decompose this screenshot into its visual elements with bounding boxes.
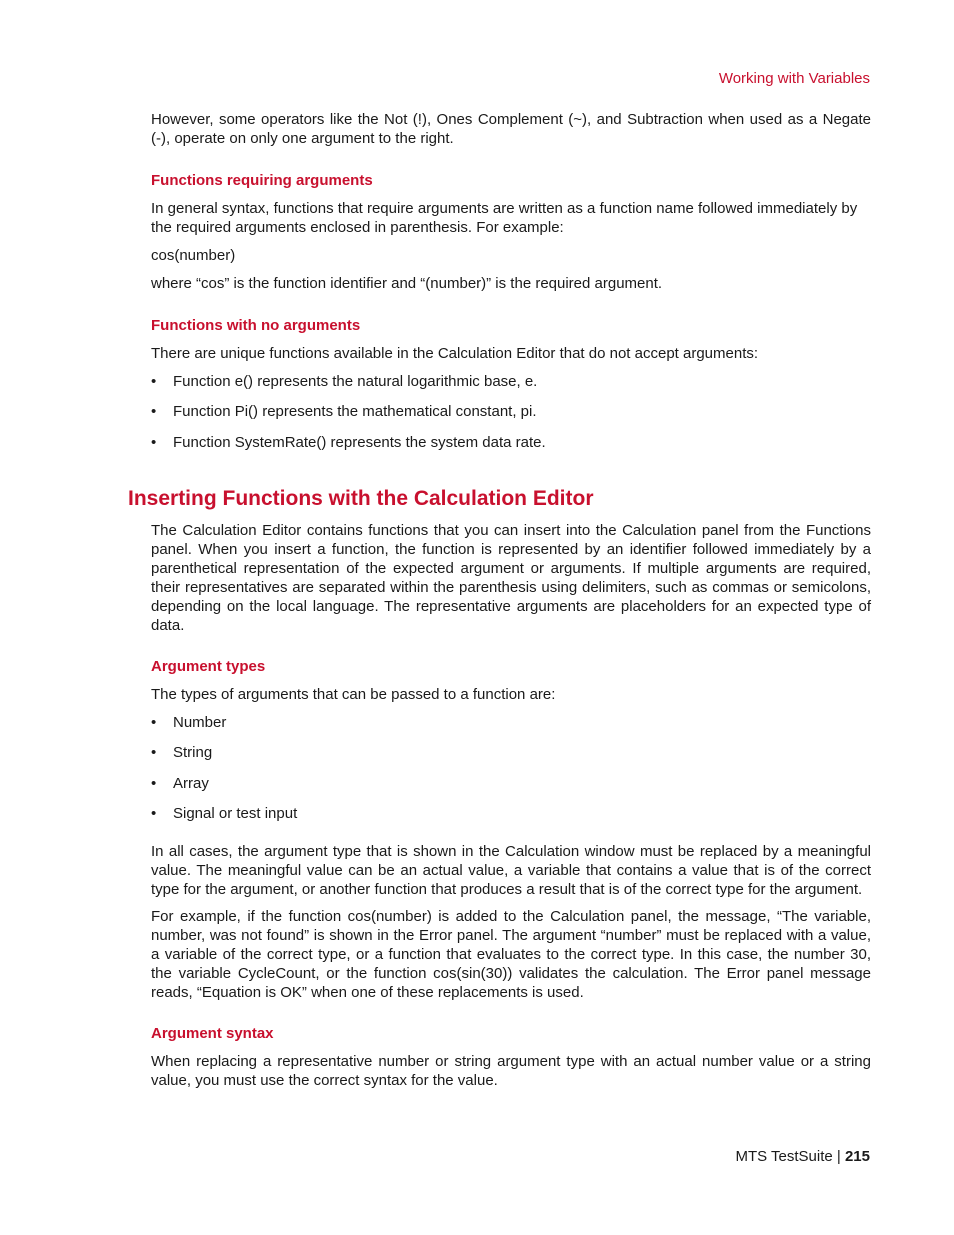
bullet-icon: • xyxy=(151,744,157,761)
list-item-text: Signal or test input xyxy=(173,805,298,822)
heading-functions-requiring-arguments: Functions requiring arguments xyxy=(151,172,373,189)
argument-replacement-paragraph: In all cases, the argument type that is shown in the Calculation window must be replaced by a meaningful value. The meaningful value can be an actual value, a variable that contains a value that is of the correct type for the argument, or another function that produces a result that is of the correct type for the argument. xyxy=(151,843,871,898)
list-item xyxy=(151,713,871,732)
list-item xyxy=(151,743,871,762)
heading-argument-types: Argument types xyxy=(151,658,266,675)
functions-requiring-paragraph: In general syntax, functions that require arguments are written as a function name followed immediately by the required arguments enclosed in parenthesis. For example: xyxy=(151,200,858,236)
running-header: Working with Variables xyxy=(718,70,870,87)
list-item xyxy=(151,774,871,793)
bullet-icon: • xyxy=(151,434,157,451)
bullet-icon: • xyxy=(151,373,157,390)
page-number: 215 xyxy=(844,1148,870,1165)
list-item-text: Function e() represents the natural logarithmic base, e. xyxy=(173,373,538,390)
list-item xyxy=(151,433,871,452)
list-item xyxy=(151,804,871,823)
argument-example-paragraph: For example, if the function cos(number) is added to the Calculation panel, the message, “The variable, number, was not found” is shown in the Error panel. The argument “number” must be replaced with a value, a variable of the correct type, or a function that evaluates to the correct type. In this case, the number 30, the variable CycleCount, or the function cos(sin(30)) validates the calculation. The Error panel message reads, “Equation is OK” when one of these replacements is used. xyxy=(151,908,871,1001)
list-item-text: Function SystemRate() represents the system data rate. xyxy=(173,434,546,451)
argument-syntax-paragraph: When replacing a representative number or string argument type with an actual number value or a string value, you must use the correct syntax for the value. xyxy=(151,1053,871,1089)
bullet-icon: • xyxy=(151,403,157,420)
section-heading-inserting-functions: Inserting Functions with the Calculation Editor xyxy=(128,487,594,510)
page-footer xyxy=(735,1148,870,1165)
footer-product: MTS TestSuite xyxy=(735,1148,833,1165)
bullet-icon: • xyxy=(151,805,157,822)
heading-argument-syntax: Argument syntax xyxy=(151,1025,274,1042)
list-item-text: Function Pi() represents the mathematical constant, pi. xyxy=(173,403,537,420)
list-item xyxy=(151,372,871,391)
argument-types-paragraph: The types of arguments that can be passed to a function are: xyxy=(151,686,556,703)
bullet-icon: • xyxy=(151,775,157,792)
list-item-text: String xyxy=(173,744,213,761)
example-code: cos(number) xyxy=(151,247,236,264)
list-item-text: Number xyxy=(173,714,227,731)
list-item xyxy=(151,402,871,421)
footer-separator: | xyxy=(836,1148,841,1165)
inserting-paragraph: The Calculation Editor contains functions that you can insert into the Calculation panel from the Functions panel. When you insert a function, the function is represented by an identifier followed immediately by a parenthetical representation of the expected argument or arguments. If multiple arguments are required, their representatives are separated within the parenthesis using delimiters, such as commas or semicolons, depending on the local language. The representative arguments are placeholders for an expected type of data. xyxy=(151,522,871,634)
heading-functions-no-arguments: Functions with no arguments xyxy=(151,317,361,334)
example-explanation: where “cos” is the function identifier and “(number)” is the required argument. xyxy=(151,275,663,292)
list-item-text: Array xyxy=(173,775,209,792)
bullet-icon: • xyxy=(151,714,157,731)
functions-no-arguments-paragraph: There are unique functions available in the Calculation Editor that do not accept arguments: xyxy=(151,345,759,362)
intro-paragraph: However, some operators like the Not (!), Ones Complement (~), and Subtraction when used as a Negate (-), operate on only one argument to the right. xyxy=(151,111,871,147)
